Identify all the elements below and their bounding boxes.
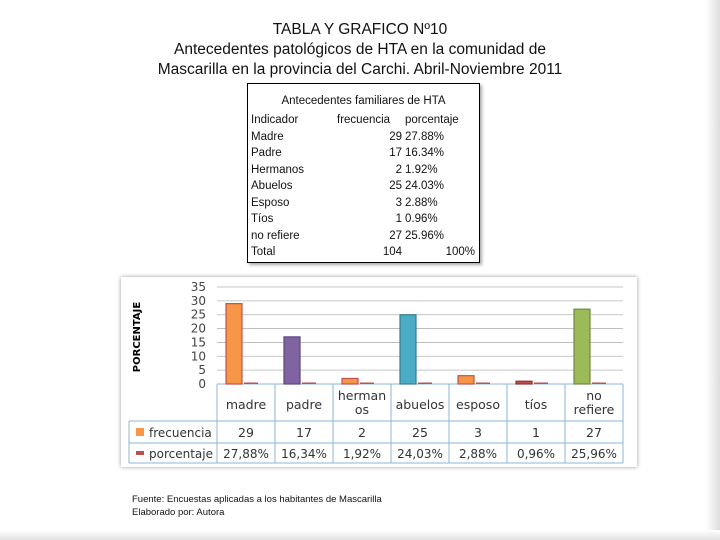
- table-caption: Antecedentes familiares de HTA: [281, 95, 446, 107]
- data-label-porcentaje: 1,92%: [342, 447, 382, 461]
- y-tick-label: 30: [190, 293, 206, 308]
- data-label-frecuencia: 2: [358, 425, 366, 440]
- footnote-source: Fuente: Encuestas aplicadas a los habitantes de Mascarilla: [132, 494, 382, 505]
- category-label: madre: [225, 397, 267, 412]
- table-row: [248, 197, 479, 214]
- table-header-row: [248, 114, 479, 131]
- y-tick-label: 20: [190, 321, 206, 336]
- category-label: esposo: [456, 397, 500, 412]
- table-row: [248, 164, 479, 181]
- y-tick-label: 5: [198, 363, 206, 378]
- page-edge-shadow: [706, 0, 720, 540]
- table-row: [248, 147, 479, 164]
- data-label-porcentaje: 25,96%: [571, 447, 617, 461]
- bar-porcentaje: [592, 383, 606, 385]
- y-tick-label: 0: [198, 377, 206, 391]
- y-tick-label: 25: [190, 307, 206, 322]
- header-frecuencia: frecuencia: [337, 114, 391, 126]
- title-line-3: Mascarilla en la provincia del Carchi. Abril-Noviembre 2011: [157, 61, 563, 78]
- row-indicador: Tíos: [251, 213, 274, 225]
- bar-porcentaje: [418, 383, 432, 385]
- bar-chart-panel: [121, 277, 637, 467]
- row-frecuencia: 3: [395, 196, 402, 209]
- bar-chart: [121, 277, 637, 467]
- row-frecuencia: 29: [389, 130, 402, 143]
- row-porcentaje: 2.88%: [405, 196, 438, 209]
- data-label-frecuencia: 29: [238, 425, 254, 440]
- row-indicador: Hermanos: [251, 163, 305, 176]
- table-total-row: [248, 246, 479, 263]
- row-porcentaje: 16.34%: [405, 147, 445, 159]
- data-label-frecuencia: 3: [474, 425, 482, 440]
- y-tick-label: 35: [190, 280, 206, 294]
- page-bottom-shadow: [0, 530, 720, 540]
- header-indicador: Indicador: [251, 114, 299, 126]
- bar-frecuencia: [400, 315, 416, 384]
- data-label-porcentaje: 2,88%: [458, 447, 498, 461]
- slide-title: [0, 20, 720, 80]
- row-frecuencia: 2: [395, 163, 402, 176]
- table-row: [248, 131, 479, 148]
- total-frecuencia: 104: [382, 246, 402, 258]
- legend-key-frecuencia: [136, 428, 144, 436]
- row-porcentaje: 24.03%: [405, 180, 445, 192]
- bar-frecuencia: [226, 304, 242, 384]
- hta-data-table: [247, 83, 480, 263]
- data-label-porcentaje: 24,03%: [397, 447, 443, 461]
- bar-frecuencia: [284, 337, 300, 384]
- bar-porcentaje: [302, 383, 316, 385]
- category-label: refiere: [573, 402, 615, 417]
- bar-porcentaje: [244, 383, 258, 385]
- table-row: [248, 230, 479, 247]
- row-indicador: Esposo: [251, 196, 290, 209]
- row-frecuencia: 25: [389, 180, 402, 192]
- category-label: abuelos: [395, 397, 445, 412]
- data-label-porcentaje: 27,88%: [223, 447, 269, 461]
- row-indicador: Madre: [251, 130, 284, 143]
- y-tick-label: 10: [190, 349, 206, 364]
- title-line-1: TABLA Y GRAFICO Nº10: [272, 21, 448, 38]
- row-porcentaje: 0.96%: [405, 213, 438, 225]
- legend-label-porcentaje: porcentaje: [149, 447, 213, 461]
- table-row: [248, 213, 479, 230]
- category-label: tíos: [524, 397, 548, 412]
- data-label-frecuencia: 27: [586, 425, 602, 440]
- bar-frecuencia: [342, 378, 358, 384]
- category-label: herman: [337, 388, 387, 403]
- row-porcentaje: 25.96%: [405, 229, 445, 242]
- row-frecuencia: 27: [389, 229, 402, 242]
- row-frecuencia: 1: [395, 213, 402, 225]
- data-label-porcentaje: 16,34%: [281, 447, 327, 461]
- category-label: os: [354, 402, 370, 417]
- bar-frecuencia: [574, 309, 590, 384]
- y-tick-label: 15: [190, 335, 206, 350]
- footnote-author: Elaborado por: Autora: [132, 506, 225, 518]
- bar-porcentaje: [360, 383, 374, 385]
- title-line-2: Antecedentes patológicos de HTA en la comunidad de: [174, 41, 546, 58]
- total-porcentaje: 100%: [445, 246, 475, 258]
- y-axis-title: PORCENTAJE: [132, 301, 143, 373]
- row-indicador: Abuelos: [251, 180, 293, 192]
- total-label: Total: [251, 246, 276, 258]
- row-porcentaje: 1.92%: [405, 163, 438, 176]
- legend-label-frecuencia: frecuencia: [149, 426, 212, 440]
- row-indicador: Padre: [251, 147, 282, 159]
- header-porcentaje: porcentaje: [405, 114, 459, 126]
- table-row: [248, 180, 479, 197]
- category-label: padre: [285, 397, 323, 412]
- row-indicador: no refiere: [251, 229, 300, 242]
- legend-key-porcentaje: [136, 451, 144, 455]
- category-label: no: [586, 388, 602, 403]
- data-label-frecuencia: 1: [532, 425, 540, 440]
- bar-porcentaje: [476, 383, 490, 385]
- data-label-frecuencia: 25: [412, 425, 428, 440]
- row-porcentaje: 27.88%: [405, 130, 445, 143]
- bar-porcentaje: [534, 383, 548, 385]
- data-label-porcentaje: 0,96%: [516, 447, 556, 461]
- bar-frecuencia: [458, 376, 474, 384]
- data-label-frecuencia: 17: [296, 425, 312, 440]
- row-frecuencia: 17: [389, 147, 402, 159]
- bar-frecuencia: [516, 381, 532, 384]
- footnote: [132, 494, 382, 519]
